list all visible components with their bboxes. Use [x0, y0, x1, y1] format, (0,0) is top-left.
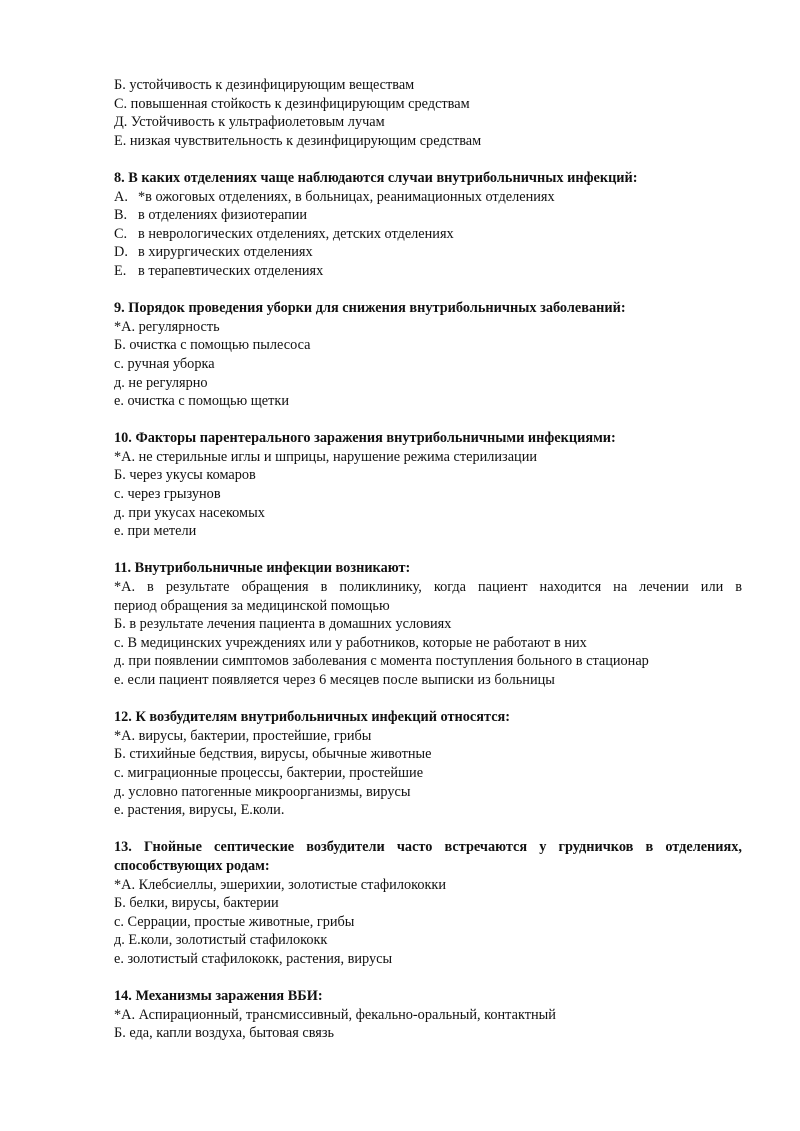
answer-option: е. если пациент появляется через 6 месяцев после выписки из больницы [114, 672, 555, 688]
answer-option: Б. в результате лечения пациента в домашних условиях [114, 616, 452, 633]
option-letter: A. [114, 188, 128, 205]
answer-option: E. низкая чувствительность к дезинфицирующим средствам [114, 132, 482, 149]
answer-option: Б. стихийные бедствия, вирусы, обычные животные [114, 746, 432, 763]
option-letter: E. [114, 262, 127, 279]
question-title-continuation: способствующих родам: [114, 857, 270, 874]
answer-option: Б. через укусы комаров [114, 467, 256, 484]
answer-option: *А. Аспирационный, трансмиссивный, фекально-оральный, контактный [114, 1006, 556, 1023]
answer-option [114, 225, 742, 244]
question-10 [114, 429, 742, 541]
answer-option: Д. Устойчивость к ультрафиолетовым лучам [114, 114, 385, 131]
option-letter: D. [114, 244, 128, 261]
question-13 [114, 838, 742, 968]
question-title: 13. Гнойные септические возбудители часто встречаются у грудничков в отделениях, [114, 839, 742, 856]
option-text: в отделениях физиотерапии [138, 207, 308, 224]
answer-option: д. при укусах насекомых [114, 504, 265, 521]
option-letter: C. [114, 225, 128, 242]
option-text: *в ожоговых отделениях, в больницах, реанимационных отделениях [138, 188, 555, 205]
answer-option [114, 206, 742, 225]
answer-option [114, 188, 742, 207]
answer-option: *А. вирусы, бактерии, простейшие, грибы [114, 727, 372, 744]
question-title: 14. Механизмы заражения ВБИ: [114, 988, 323, 1005]
question-11 [114, 559, 742, 689]
answer-option: Б. устойчивость к дезинфицирующим веществам [114, 77, 415, 93]
option-text: в хирургических отделениях [138, 244, 313, 261]
answer-option: C. повышенная стойкость к дезинфицирующим средствам [114, 95, 470, 112]
question-title: 9. Порядок проведения уборки для снижения внутрибольничных заболеваний: [114, 300, 626, 317]
answer-option [114, 262, 742, 281]
option-text: в терапевтических отделениях [138, 262, 324, 279]
question-8 [114, 169, 742, 281]
answer-option: д. при появлении симптомов заболевания с момента поступления больного в стационар [114, 653, 649, 670]
answer-option: д. не регулярно [114, 374, 208, 391]
question-14 [114, 987, 742, 1043]
question-12 [114, 708, 742, 820]
answer-option [114, 243, 742, 262]
question-title: 8. В каких отделениях чаще наблюдаются случаи внутрибольничных инфекций: [114, 169, 638, 186]
answer-option: Б. еда, капли воздуха, бытовая связь [114, 1025, 335, 1042]
answer-option: е. золотистый стафилококк, растения, вирусы [114, 950, 393, 967]
answer-option: д. Е.коли, золотистый стафилококк [114, 932, 328, 949]
question-title: 10. Факторы парентерального заражения внутрибольничными инфекциями: [114, 430, 616, 447]
answer-option: Б. очистка с помощью пылесоса [114, 337, 311, 354]
document-page [114, 76, 742, 1061]
answer-option: с. миграционные процессы, бактерии, простейшие [114, 764, 424, 781]
answer-option-continuation: период обращения за медицинской помощью [114, 597, 390, 614]
answer-option: е. очистка с помощью щетки [114, 393, 289, 410]
question-title: 11. Внутрибольничные инфекции возникают: [114, 560, 411, 577]
option-text: в неврологических отделениях, детских отделениях [138, 225, 454, 242]
answer-option: Б. белки, вирусы, бактерии [114, 895, 279, 912]
answer-option: с. через грызунов [114, 486, 221, 503]
answer-option: с. Серрации, простые животные, грибы [114, 913, 355, 930]
question-9 [114, 299, 742, 411]
answer-option: е. при метели [114, 523, 197, 540]
answer-option: *А. Клебсиеллы, эшерихии, золотистые стафилококки [114, 876, 447, 893]
answer-option: е. растения, вирусы, Е.коли. [114, 802, 285, 819]
question-7-options-continued [114, 76, 742, 150]
option-letter: B. [114, 207, 128, 224]
question-title: 12. К возбудителям внутрибольничных инфекций относятся: [114, 709, 511, 726]
answer-option: *А. регулярность [114, 318, 220, 335]
answer-option: *А. не стерильные иглы и шприцы, нарушение режима стерилизации [114, 448, 538, 465]
answer-option: *А. в результате обращения в поликлинику, когда пациент находится на лечении или в [114, 579, 742, 596]
answer-option: д. условно патогенные микроорганизмы, вирусы [114, 783, 411, 800]
answer-option: с. ручная уборка [114, 355, 215, 372]
answer-option: с. В медицинских учреждениях или у работников, которые не работают в них [114, 634, 587, 651]
